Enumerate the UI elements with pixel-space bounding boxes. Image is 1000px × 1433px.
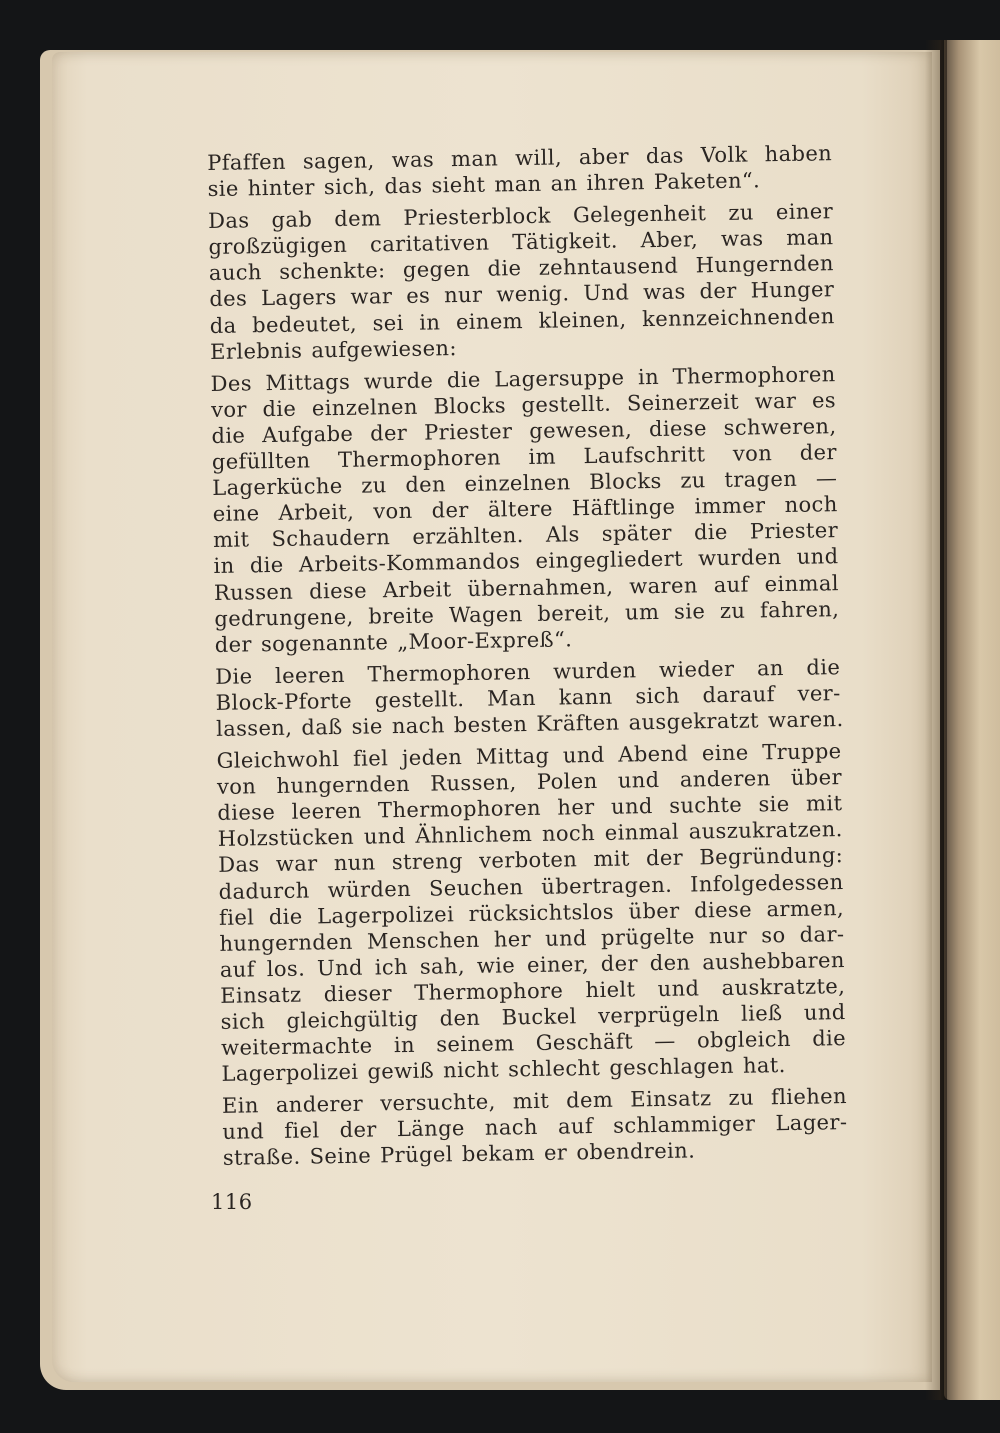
text-line: fiel die Lagerpolizei rücksichtslos über diese armen, xyxy=(218,895,845,930)
text-line: der sogenannte „Moor-Expreß“. xyxy=(214,627,573,657)
paragraph xyxy=(210,361,839,658)
text-line: Block-Pforte gestellt. Man kann sich darauf ver- xyxy=(215,680,841,715)
page-body-text xyxy=(207,140,848,1177)
text-line: sich gleichgültig den Buckel verprügeln ließ und xyxy=(220,1000,846,1034)
text-line: gefüllten Thermophoren im Laufschritt von der xyxy=(211,440,838,474)
text-line: Des Mittags wurde die Lagersuppe in Thermophoren xyxy=(210,361,836,396)
text-line: Lagerpolizei gewiß nicht schlecht geschlagen hat. xyxy=(221,1053,786,1087)
text-line: Das war nun streng verboten mit der Begründung: xyxy=(218,843,844,878)
text-line: hungernden Menschen her und prügelte nur so dar- xyxy=(219,921,845,956)
text-line: die Aufgabe der Priester gewesen, diese schweren, xyxy=(211,414,837,448)
text-line: Lagerküche zu den einzelnen Blocks zu tragen — xyxy=(212,466,838,501)
text-line: dadurch würden Seuchen übertragen. Infolgedessen xyxy=(218,869,844,904)
text-line: auf los. Und ich sah, wie einer, der den aushebbaren xyxy=(219,947,845,982)
text-line: Holzstücken und Ähnlichem noch einmal auszukratzen. xyxy=(217,817,843,852)
text-line: diese leeren Thermophoren her und suchte sie mit xyxy=(217,791,843,826)
text-line: und fiel der Länge nach auf schlammiger Lager- xyxy=(222,1110,848,1145)
text-line: Das gab dem Priesterblock Gelegenheit zu einer xyxy=(207,199,834,234)
paragraph xyxy=(207,140,833,202)
spine-shadow xyxy=(925,40,947,1400)
text-line: Die leeren Thermophoren wurden wieder an die xyxy=(215,654,841,689)
text-line: des Lagers war es nur wenig. Und was der Hunger xyxy=(209,277,835,312)
text-line: lassen, daß sie nach besten Kräften ausgekratzt waren. xyxy=(215,707,844,741)
paragraph xyxy=(208,198,835,364)
text-line: weitermachte in seinem Geschäft — obgleich die xyxy=(220,1026,847,1060)
text-line: da bedeutet, sei in einem kleinen, kennzeichnenden xyxy=(209,303,835,338)
page-number: 116 xyxy=(211,1190,253,1214)
text-line: vor die einzelnen Blocks gestellt. Seinerzeit war es xyxy=(210,387,837,422)
text-line: Gleichwohl fiel jeden Mittag und Abend eine Truppe xyxy=(216,739,842,773)
text-line: in die Arbeits-Kommandos eingegliedert wurden und xyxy=(213,544,839,579)
text-line: Russen diese Arbeit übernahmen, waren auf einmal xyxy=(213,570,840,605)
text-line: Pfaffen sagen, was man will, aber das Volk haben xyxy=(207,141,833,175)
paragraph xyxy=(216,738,846,1087)
text-line: Erlebnis aufgewiesen: xyxy=(209,335,457,364)
facing-page-edge xyxy=(944,40,1000,1400)
text-line: Einsatz dieser Thermophore hielt und auskratzte, xyxy=(220,973,846,1008)
text-line: straße. Seine Prügel bekam er obendrein. xyxy=(222,1138,696,1171)
paragraph xyxy=(222,1083,848,1171)
text-line: eine Arbeit, von der ältere Häftlinge immer noch xyxy=(212,492,838,527)
text-line: auch schenkte: gegen die zehntausend Hungernden xyxy=(208,251,835,286)
paragraph xyxy=(215,654,844,742)
text-line: gedrungene, breite Wagen bereit, um sie zu fahren, xyxy=(214,596,840,631)
text-line: großzügigen caritativen Tätigkeit. Aber, was man xyxy=(208,225,834,260)
text-line: von hungernden Russen, Polen und anderen über xyxy=(216,765,843,800)
text-line: Ein anderer versuchte, mit dem Einsatz zu fliehen xyxy=(221,1084,848,1119)
text-line: sie hinter sich, das sieht man an ihren Paketen“. xyxy=(207,168,761,202)
text-line: mit Schaudern erzählten. Als später die Priester xyxy=(212,518,839,553)
